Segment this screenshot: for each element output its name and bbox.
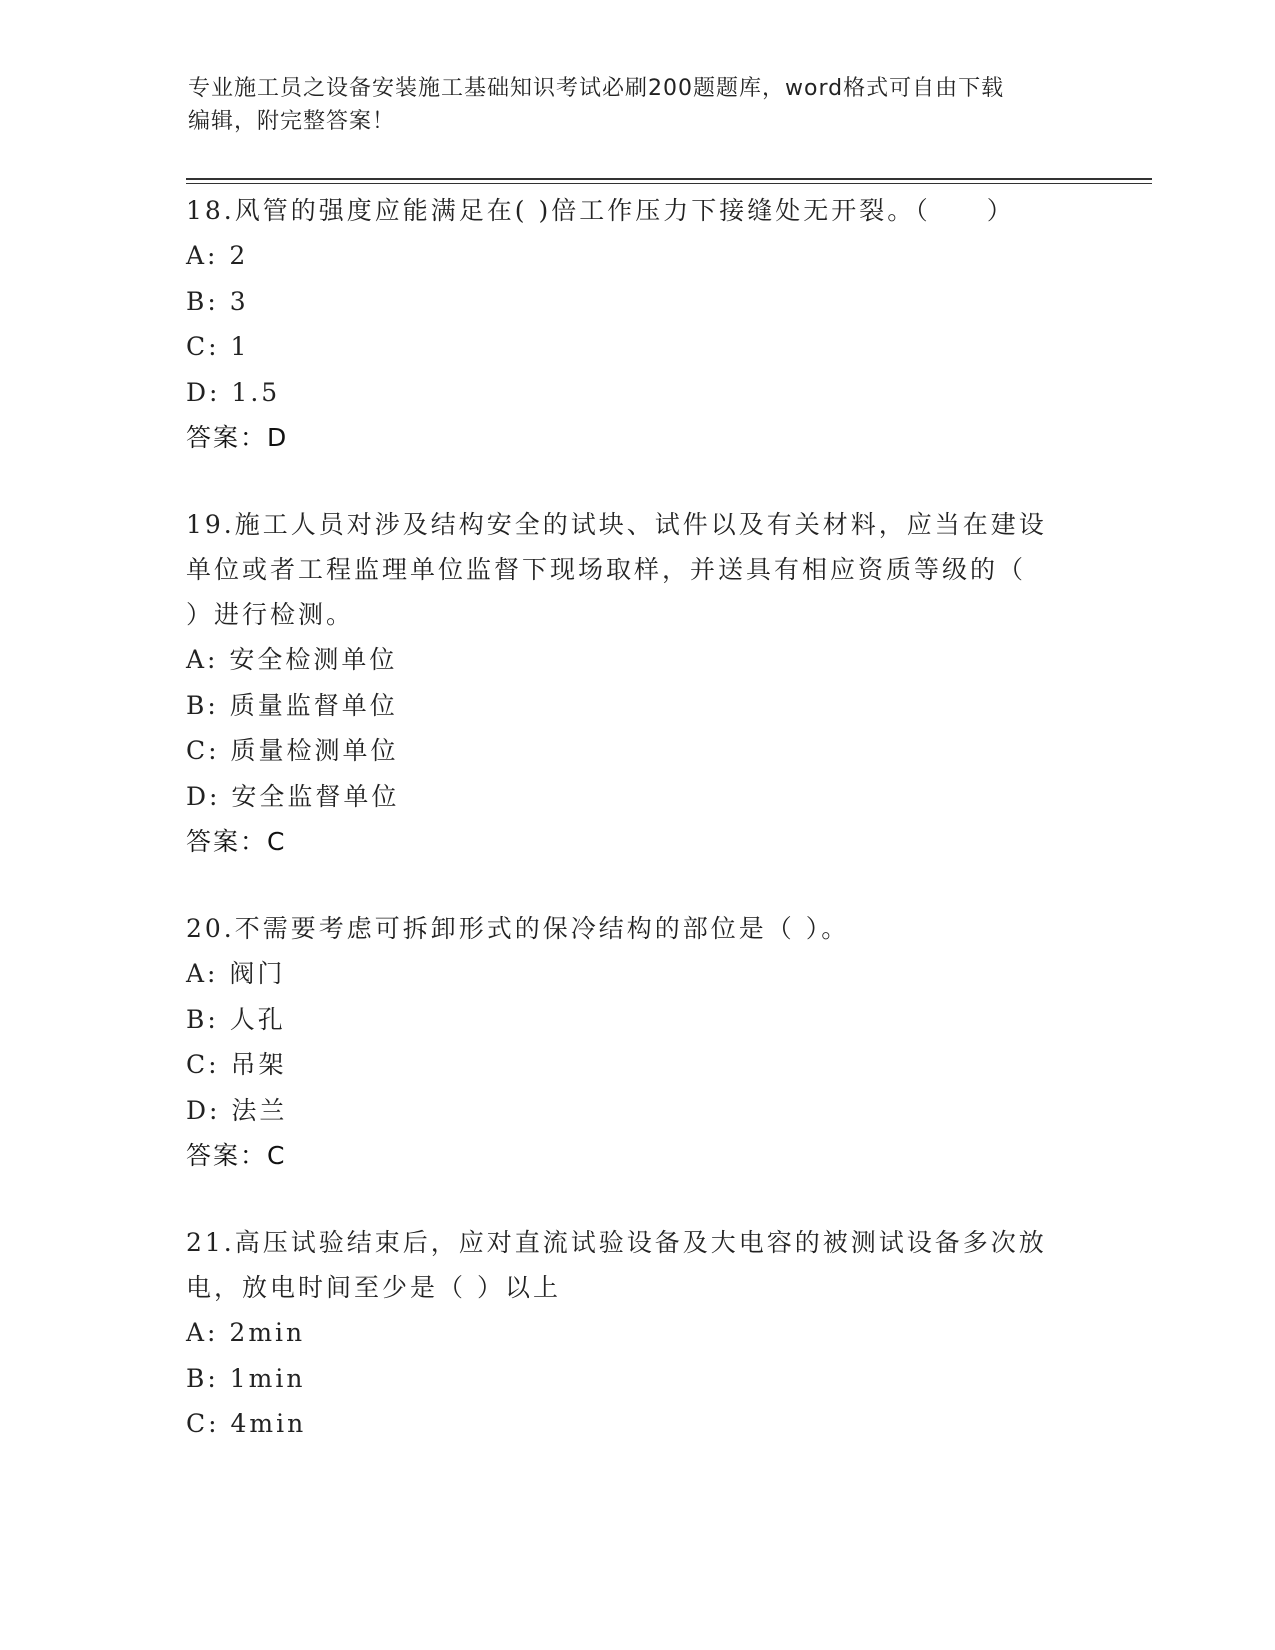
option-b: B: 1min xyxy=(186,1363,306,1393)
option-a: A: 安全检测单位 xyxy=(186,645,398,674)
question-list xyxy=(186,188,1086,1488)
header-line: 编辑，附完整答案！ xyxy=(188,109,396,134)
question-stem: ）进行检测。 xyxy=(186,600,355,629)
option-a: A: 2 xyxy=(186,241,249,270)
option-d: D: 法兰 xyxy=(186,1095,288,1125)
question-19 xyxy=(186,502,1086,865)
question-20 xyxy=(186,906,1086,1179)
document-header xyxy=(188,72,1088,138)
question-stem: 18.风管的强度应能满足在( )倍工作压力下接缝处无开裂。（ ） xyxy=(186,196,1015,225)
option-a: A: 阀门 xyxy=(186,959,286,988)
option-a: A: 2min xyxy=(186,1318,306,1347)
option-c: C: 吊架 xyxy=(186,1050,287,1079)
option-b: B: 质量监督单位 xyxy=(186,690,398,720)
option-d: D: 安全监督单位 xyxy=(186,781,400,811)
question-stem: 单位或者工程监理单位监督下现场取样，并送具有相应资质等级的（ xyxy=(186,555,1027,584)
answer-line: 答案：D xyxy=(186,423,289,452)
option-b: B: 人孔 xyxy=(186,1004,286,1034)
question-stem: 20.不需要考虑可拆卸形式的保冷结构的部位是（ ）。 xyxy=(186,914,850,943)
option-c: C: 1 xyxy=(186,332,250,361)
option-c: C: 质量检测单位 xyxy=(186,736,399,765)
answer-line: 答案：C xyxy=(186,1141,287,1170)
answer-line: 答案：C xyxy=(186,827,287,856)
option-d: D: 1.5 xyxy=(186,377,281,407)
question-18 xyxy=(186,188,1086,461)
question-stem: 电，放电时间至少是（ ）以上 xyxy=(186,1273,561,1302)
header-double-rule xyxy=(186,178,1152,184)
question-stem: 21.高压试验结束后，应对直流试验设备及大电容的被测试设备多次放 xyxy=(186,1228,1047,1257)
question-stem: 19.施工人员对涉及结构安全的试块、试件以及有关材料，应当在建设 xyxy=(186,510,1047,539)
question-21 xyxy=(186,1220,1086,1447)
option-c: C: 4min xyxy=(186,1409,307,1438)
option-b: B: 3 xyxy=(186,286,249,316)
header-line: 专业施工员之设备安装施工基础知识考试必刷200题题库，word格式可自由下载 xyxy=(188,76,1005,101)
